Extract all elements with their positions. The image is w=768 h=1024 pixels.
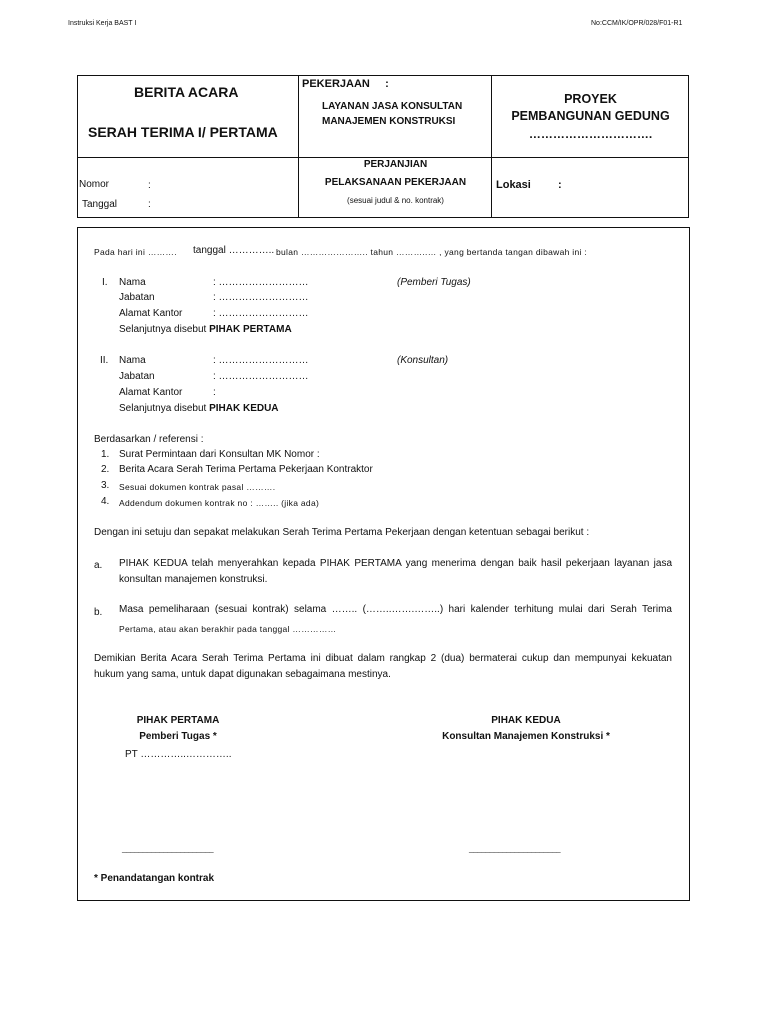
intro-part1: Pada hari ini ……….: [94, 247, 177, 257]
tanggal-colon: :: [148, 199, 151, 210]
referensi-item-2: Berita Acara Serah Terima Pertama Pekerjaan Kontraktor: [119, 464, 373, 475]
party2-alamat-value: :: [213, 387, 216, 398]
perjanjian-note: (sesuai judul & no. kontrak): [347, 196, 444, 205]
agreement-intro: Dengan ini setuju dan sepakat melakukan Serah Terima Pertama Pekerjaan dengan ketentuan sebagai berikut :: [94, 527, 590, 538]
lokasi-label: Lokasi: [496, 179, 531, 191]
title-table-row-divider: [77, 157, 689, 158]
party2-alamat-label: Alamat Kantor: [119, 387, 183, 398]
party1-alamat-label: Alamat Kantor: [119, 308, 183, 319]
agreement-b-line1: Masa pemeliharaan (sesuai kontrak) selama …….. (……..…….……..) hari kalender terhitung mulai dari Serah Terima: [119, 604, 672, 615]
party1-numeral: I.: [102, 277, 108, 288]
referensi-num-3: 3.: [101, 480, 110, 491]
party2-jabatan-label: Jabatan: [119, 371, 155, 382]
closing-line2: hukum yang sama, untuk dapat digunakan sebagaimana mestinya.: [94, 669, 391, 680]
party2-jabatan-value: : ………………………: [213, 371, 309, 382]
party2-numeral: II.: [100, 355, 109, 366]
signature-right-subtitle: Konsultan Manajemen Konstruksi *: [442, 731, 610, 742]
party1-alamat-value: : ………………………: [213, 308, 309, 319]
party2-selanjutnya-text: Selanjutnya disebut: [119, 403, 207, 414]
intro-part3: bulan ………………….. tahun ………..… , yang bertanda tangan dibawah ini :: [276, 247, 588, 257]
document-header-right: No:CCM/IK/OPR/028/F01-R1: [591, 20, 683, 27]
referensi-num-4: 4.: [101, 496, 110, 507]
party1-nama-label: Nama: [119, 277, 146, 288]
party2-role: (Konsultan): [397, 355, 449, 366]
nomor-label: Nomor: [79, 179, 110, 190]
pekerjaan-label: PEKERJAAN :: [302, 78, 389, 90]
party1-role: (Pemberi Tugas): [397, 277, 471, 288]
proyek-name: PEMBANGUNAN GEDUNG: [511, 109, 670, 123]
perjanjian-line2: PELAKSANAAN PEKERJAAN: [324, 177, 467, 188]
referensi-item-1: Surat Permintaan dari Konsultan MK Nomor :: [119, 449, 320, 460]
party1-selanjutnya-text: Selanjutnya disebut: [119, 324, 207, 335]
document-header-left: Instruksi Kerja BAST I: [68, 20, 137, 27]
pekerjaan-line2: MANAJEMEN KONSTRUKSI: [322, 116, 456, 127]
signature-left-subtitle: Pemberi Tugas *: [139, 731, 217, 742]
agreement-a-line2: konsultan manajemen konstruksi.: [119, 574, 268, 585]
signature-left-line: ______________________: [122, 844, 214, 853]
referensi-num-1: 1.: [101, 449, 110, 460]
party2-pihak: PIHAK KEDUA: [209, 403, 279, 414]
party2-nama-value: : ………………………: [213, 355, 309, 366]
signature-left-title: PIHAK PERTAMA: [136, 715, 220, 726]
proyek-label: PROYEK: [564, 92, 617, 106]
perjanjian-line1: PERJANJIAN: [363, 159, 428, 170]
agreement-b-line2: Pertama, atau akan berakhir pada tanggal ……………: [119, 624, 337, 634]
document-title-line2: SERAH TERIMA I/ PERTAMA: [88, 124, 278, 140]
lokasi-colon: :: [558, 179, 562, 191]
agreement-a-label: a.: [94, 560, 103, 571]
signature-left-pt: PT …………..…………..: [125, 749, 232, 760]
party1-jabatan-value: : ………………………: [213, 292, 309, 303]
party1-pihak: PIHAK PERTAMA: [209, 324, 292, 335]
party2-nama-label: Nama: [119, 355, 146, 366]
proyek-dots: ………………………….: [528, 127, 653, 141]
referensi-item-3: Sesuai dokumen kontrak pasal ……….: [119, 482, 276, 492]
closing-line1: Demikian Berita Acara Serah Terima Pertama ini dibuat dalam rangkap 2 (dua) bermaterai cukup dan mempunyai kekuatan: [94, 653, 672, 664]
referensi-heading: Berdasarkan / referensi :: [94, 434, 204, 445]
nomor-colon: :: [148, 180, 151, 191]
footnote: * Penandatangan kontrak: [94, 873, 215, 884]
referensi-num-2: 2.: [101, 464, 110, 475]
party1-selanjutnya: [119, 324, 292, 336]
signature-right-line: ______________________: [469, 844, 561, 853]
party2-selanjutnya: [119, 403, 279, 415]
party1-nama-value: : ………………………: [213, 277, 309, 288]
agreement-b-label: b.: [94, 607, 103, 618]
party1-jabatan-label: Jabatan: [119, 292, 155, 303]
intro-part2: tanggal …………..: [193, 245, 275, 256]
signature-right-title: PIHAK KEDUA: [491, 715, 561, 726]
document-title-line1: BERITA ACARA: [134, 84, 239, 100]
tanggal-label: Tanggal: [82, 199, 118, 210]
pekerjaan-line1: LAYANAN JASA KONSULTAN: [322, 101, 463, 112]
agreement-a-line1: PIHAK KEDUA telah menyerahkan kepada PIHAK PERTAMA yang menerima dengan baik hasil pekerjaan layanan jasa: [119, 558, 672, 569]
referensi-item-4: Addendum dokumen kontrak no : …….. (jika ada): [119, 498, 320, 508]
title-table-divider-1: [298, 75, 299, 218]
